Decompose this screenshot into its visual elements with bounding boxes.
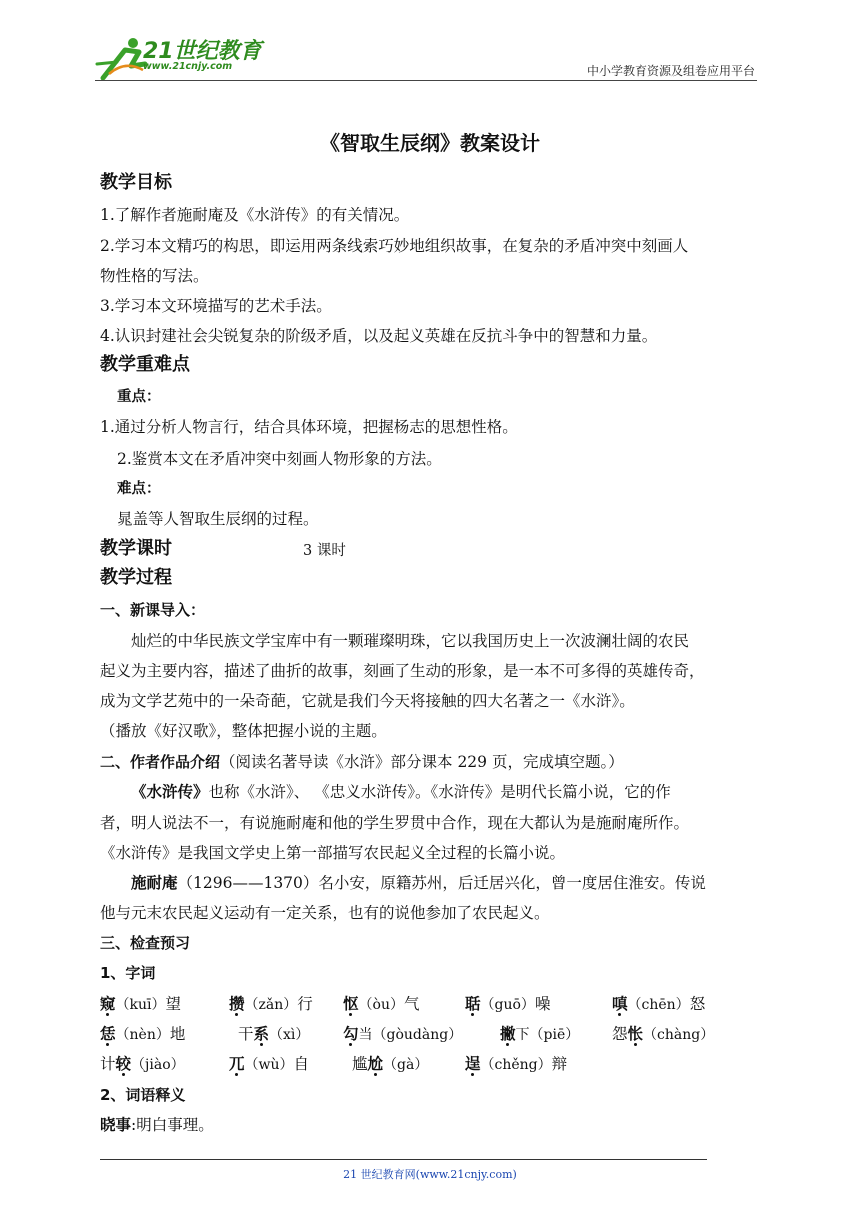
intro-line: 灿烂的中华民族文学宝库中有一颗璀璨明珠，它以我国历史上一次波澜壮阔的农民 — [131, 632, 690, 650]
vocab-char: 行 — [297, 995, 313, 1013]
section-heading-goals: 教学目标 — [100, 172, 172, 193]
vocab-word — [238, 1024, 309, 1045]
book-title-bold: 《水浒传》 — [131, 783, 209, 801]
key-item: 1.通过分析人物言行，结合具体环境，把握杨志的思想性格。 — [100, 418, 518, 436]
header-divider — [95, 80, 757, 81]
book-line: 者，明人说法不一，有说施耐庵和他的学生罗贯中合作，现在大都认为是施耐庵所作。 — [100, 814, 690, 832]
vocab-word — [229, 994, 313, 1015]
goal-item: 2.学习本文精巧的构思，即运用两条线索巧妙地组织故事，在复杂的矛盾冲突中刻画人 — [100, 237, 689, 255]
goal-item: 4.认识封建社会尖锐复杂的阶级矛盾，以及起义英雄在反抗斗争中的智慧和力量。 — [100, 327, 658, 345]
hours-value: 3 课时 — [303, 543, 346, 559]
book-line: 也称《水浒》、 《忠义水浒传》。《水浒传》是明代长篇小说，它的作 — [208, 783, 671, 801]
vocab-pinyin: （chěng） — [480, 1057, 552, 1073]
vocab-word — [352, 1054, 428, 1075]
footer-divider — [100, 1159, 707, 1160]
vocab-word — [465, 1054, 567, 1075]
author-section-note: （阅读名著导读《水浒》部分课本 229 页，完成填空题。） — [220, 753, 624, 771]
author-intro-line — [100, 752, 624, 772]
author-bio-line — [131, 873, 706, 893]
vocab-char: 怨 — [612, 1025, 628, 1043]
vocab-char: 辩 — [551, 1055, 568, 1073]
vocab-pinyin: （chàng） — [643, 1027, 715, 1043]
vocab-pinyin: （òu） — [358, 997, 404, 1013]
vocab-pinyin: （nèn） — [115, 1027, 170, 1043]
vocab-pinyin: （gà） — [383, 1057, 429, 1073]
vocab-dotted-char: 怅 — [627, 1025, 644, 1043]
intro-line: 起义为主要内容，描述了曲折的故事，刻画了生动的形象，是一本不可多得的英雄传奇， — [100, 662, 705, 680]
glossary-entry — [100, 1115, 214, 1135]
logo-text: 21世纪教育 — [143, 39, 262, 64]
goal-item: 物性格的写法。 — [100, 267, 209, 285]
vocab-dotted-char: 撇 — [500, 1025, 516, 1043]
glossary-heading: 2、词语释义 — [100, 1086, 186, 1104]
vocab-word — [229, 1054, 309, 1075]
vocab-dotted-char: 尬 — [367, 1055, 384, 1073]
goal-item: 3.学习本文环境描写的艺术手法。 — [100, 297, 332, 315]
vocab-word — [500, 1024, 579, 1045]
header-platform-label: 中小学教育资源及组卷应用平台 — [586, 64, 755, 78]
vocab-dotted-char: 窥 — [100, 995, 116, 1013]
vocab-pinyin: （wù） — [244, 1057, 294, 1073]
vocab-word — [465, 994, 550, 1015]
vocab-dotted-char: 兀 — [229, 1055, 245, 1073]
difficulty-text: 晁盖等人智取生辰纲的过程。 — [117, 510, 319, 528]
preview-heading: 三、检查预习 — [100, 934, 191, 952]
vocab-char: 地 — [169, 1025, 186, 1043]
vocab-pinyin: 下（piē） — [515, 1027, 580, 1043]
words-heading: 1、字词 — [100, 964, 156, 982]
vocab-pinyin: （zǎn） — [244, 997, 298, 1013]
vocab-dotted-char: 聒 — [465, 995, 481, 1013]
vocab-char: 气 — [403, 995, 420, 1013]
vocab-word — [100, 1024, 185, 1045]
vocab-dotted-char: 较 — [115, 1055, 132, 1073]
vocab-dotted-char: 逞 — [465, 1055, 481, 1073]
vocab-pinyin: （kuī） — [115, 997, 166, 1013]
vocab-dotted-char: 勾 — [343, 1025, 359, 1043]
intro-heading: 一、新课导入： — [100, 601, 206, 619]
footer-text: 21 世纪教育网(www.21cnjy.com) — [343, 1168, 517, 1181]
difficulty-label: 难点： — [117, 481, 161, 497]
vocab-word — [343, 1024, 462, 1045]
vocab-pinyin: 当（gòudàng） — [358, 1027, 463, 1043]
intro-line: （播放《好汉歌》，整体把握小说的主题。 — [100, 722, 387, 740]
key-item: 2.鉴赏本文在矛盾冲突中刻画人物形象的方法。 — [117, 450, 442, 468]
author-name-bold: 施耐庵 — [131, 874, 178, 892]
vocab-dotted-char: 怄 — [343, 995, 359, 1013]
section-heading-process: 教学过程 — [100, 567, 172, 588]
goal-item: 1.了解作者施耐庵及《水浒传》的有关情况。 — [100, 206, 410, 224]
glossary-definition: :明白事理。 — [131, 1116, 214, 1134]
vocab-word — [612, 1024, 714, 1045]
vocab-char: 干 — [238, 1025, 254, 1043]
book-line: 《水浒传》是我国文学史上第一部描写农民起义全过程的长篇小说。 — [100, 844, 566, 862]
vocab-char: 计 — [100, 1055, 116, 1073]
author-section-heading: 二、作者作品介绍 — [100, 753, 221, 771]
document-title: 《智取生辰纲》教案设计 — [320, 131, 540, 155]
vocab-dotted-char: 嗔 — [612, 995, 628, 1013]
vocab-word — [100, 994, 181, 1015]
vocab-char: 怒 — [689, 995, 706, 1013]
vocab-word — [343, 994, 419, 1015]
vocab-dotted-char: 恁 — [100, 1025, 116, 1043]
vocab-char: 自 — [293, 1055, 310, 1073]
section-heading-keypoints: 教学重难点 — [100, 354, 190, 375]
vocab-dotted-char: 系 — [253, 1025, 270, 1043]
vocab-word — [100, 1054, 185, 1075]
logo-url: www.21cnjy.com — [143, 61, 233, 72]
vocab-pinyin: （jiào） — [131, 1057, 185, 1073]
glossary-term: 晓事 — [100, 1116, 132, 1134]
key-label: 重点： — [117, 389, 161, 405]
vocab-dotted-char: 攒 — [229, 995, 245, 1013]
author-line: 他与元末农民起义运动有一定关系，也有的说他参加了农民起义。 — [100, 904, 550, 922]
vocab-pinyin: （chēn） — [627, 997, 690, 1013]
section-heading-hours: 教学课时 — [100, 538, 172, 559]
vocab-pinyin: （xì） — [269, 1027, 310, 1043]
author-line: （1296——1370）名小安，原籍苏州，后迁居兴化，曾一度居住淮安。传说 — [177, 874, 706, 892]
vocab-char: 噪 — [534, 995, 551, 1013]
vocab-char: 望 — [165, 995, 182, 1013]
vocab-pinyin: （guō） — [480, 997, 535, 1013]
vocab-word — [612, 994, 705, 1015]
vocab-char: 尴 — [352, 1055, 368, 1073]
intro-line: 成为文学艺苑中的一朵奇葩，它就是我们今天将接触的四大名著之一《水浒》。 — [100, 692, 635, 710]
book-intro-line — [131, 782, 671, 802]
